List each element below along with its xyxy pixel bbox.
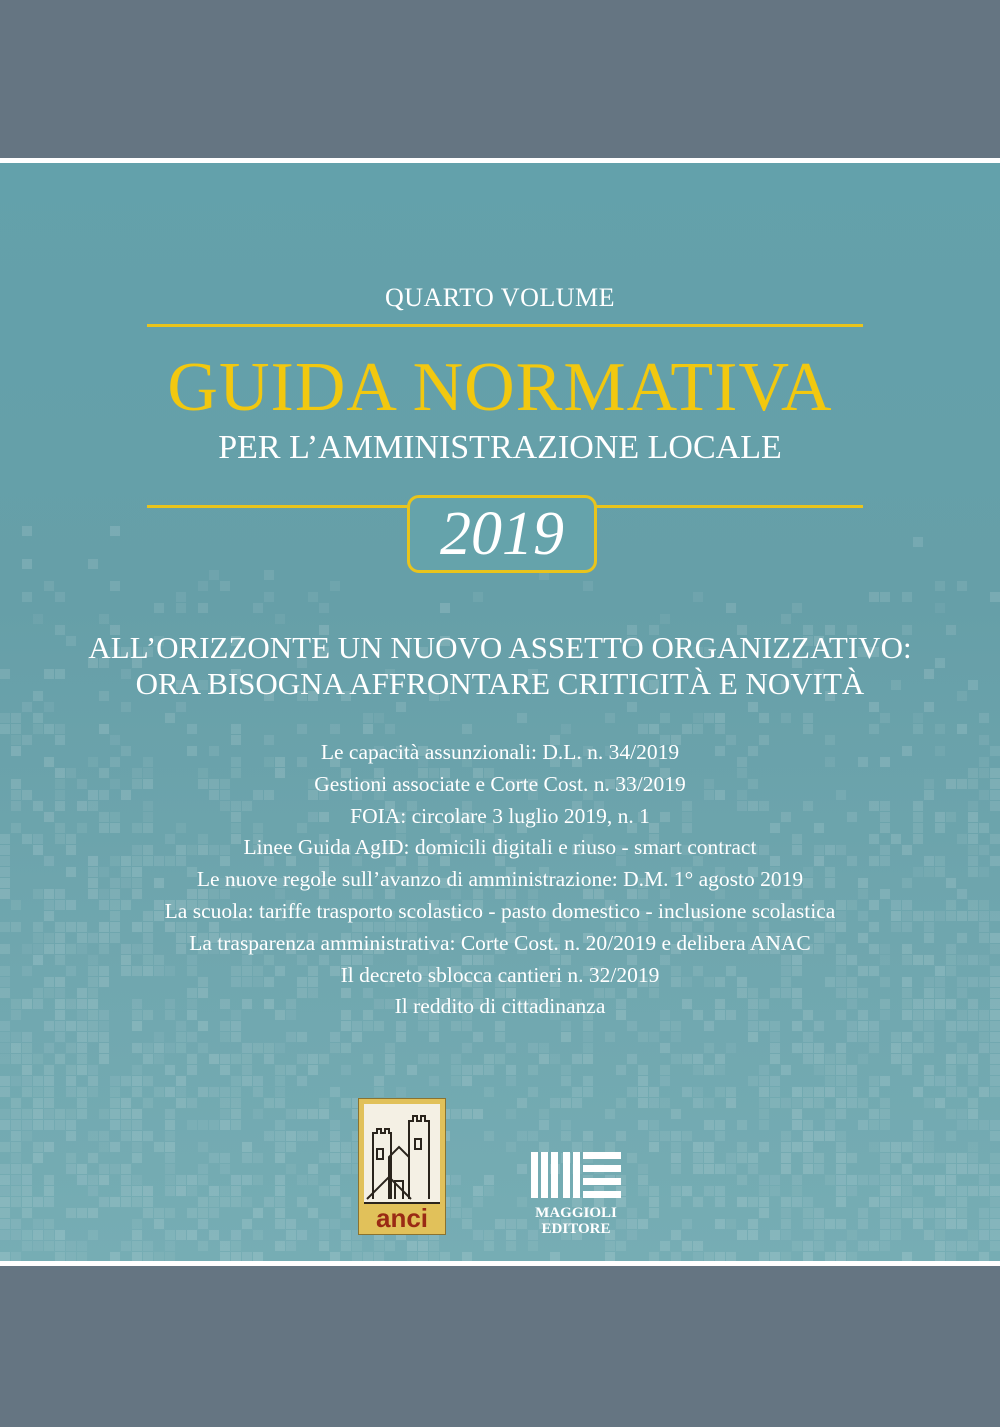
topic-item: Le nuove regole sull’avanzo di amministrazione: D.M. 1° agosto 2019 (196, 867, 804, 892)
anci-logo-text: anci (375, 1203, 429, 1233)
gold-rule-top (147, 324, 863, 327)
topic-item: Il reddito di cittadinanza (394, 994, 606, 1019)
topic-item: Il decreto sblocca cantieri n. 32/2019 (340, 962, 660, 987)
volume-label: QUARTO VOLUME (384, 283, 616, 312)
headline (0, 630, 1000, 702)
topic-item: La scuola: tariffe trasporto scolastico - pasto domestico - inclusione scolastica (164, 898, 836, 923)
pixel-pattern-background (0, 163, 1000, 1261)
headline-line-2: ORA BISOGNA AFFRONTARE CRITICITÀ E NOVITÀ (135, 666, 865, 701)
topic-item: Gestioni associate e Corte Cost. n. 33/2019 (314, 771, 686, 796)
year-box (407, 495, 597, 573)
topic-item: Le capacità assunzionali: D.L. n. 34/2019 (320, 740, 680, 764)
book-title: GUIDA NORMATIVA (167, 349, 833, 426)
bottom-frame-band (0, 1266, 1000, 1427)
topics-list (0, 737, 1000, 1023)
castle-towers-icon (359, 1099, 445, 1234)
topic-item: FOIA: circolare 3 luglio 2019, n. 1 (350, 803, 650, 828)
top-frame-band (0, 0, 1000, 158)
cover-panel (0, 163, 1000, 1261)
maggioli-logo (530, 1152, 622, 1236)
maggioli-subname: EDITORE (541, 1221, 611, 1236)
book-subtitle: PER L’AMMINISTRAZIONE LOCALE (218, 429, 782, 466)
maggioli-bars-icon (530, 1152, 622, 1236)
year-label: 2019 (440, 500, 564, 568)
headline-line-1: ALL’ORIZZONTE UN NUOVO ASSETTO ORGANIZZATIVO: (88, 630, 912, 665)
topic-item: Linee Guida AgID: domicili digitali e riuso - smart contract (243, 835, 757, 860)
anci-logo (358, 1098, 446, 1235)
maggioli-name: MAGGIOLI (535, 1205, 617, 1221)
topic-item: La trasparenza amministrativa: Corte Cost. n. 20/2019 e delibera ANAC (189, 930, 811, 955)
